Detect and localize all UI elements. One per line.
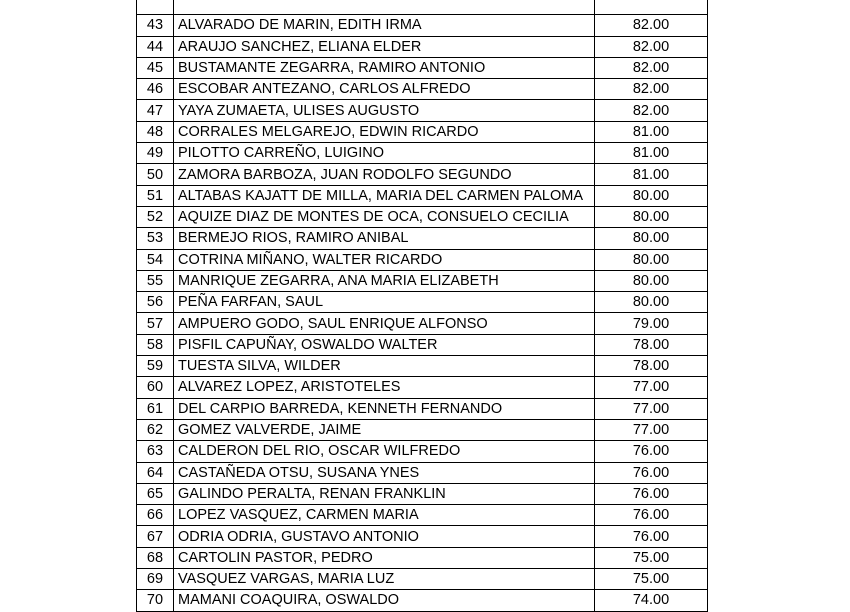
table-row [137, 79, 708, 100]
row-score: 82.00 [595, 15, 708, 36]
row-number [137, 0, 174, 15]
row-score: 76.00 [595, 483, 708, 504]
row-number: 70 [137, 590, 174, 611]
table-row [137, 57, 708, 78]
row-name: LOPEZ VASQUEZ, CARMEN MARIA [174, 505, 595, 526]
row-score: 82.00 [595, 36, 708, 57]
row-name: VASQUEZ VARGAS, MARIA LUZ [174, 569, 595, 590]
row-score: 81.00 [595, 121, 708, 142]
table-row [137, 143, 708, 164]
row-name: PISFIL CAPUÑAY, OSWALDO WALTER [174, 334, 595, 355]
row-score: 77.00 [595, 419, 708, 440]
row-name: MANRIQUE ZEGARRA, ANA MARIA ELIZABETH [174, 270, 595, 291]
table-row [137, 547, 708, 568]
row-score: 80.00 [595, 228, 708, 249]
row-name: BUSTAMANTE ZEGARRA, RAMIRO ANTONIO [174, 57, 595, 78]
row-number: 47 [137, 100, 174, 121]
row-number: 69 [137, 569, 174, 590]
row-score: 76.00 [595, 526, 708, 547]
results-table-body [137, 0, 708, 611]
results-table [136, 0, 708, 612]
table-row [137, 356, 708, 377]
row-score: 77.00 [595, 377, 708, 398]
row-number: 68 [137, 547, 174, 568]
table-row [137, 398, 708, 419]
row-name: ESCOBAR ANTEZANO, CARLOS ALFREDO [174, 79, 595, 100]
row-number: 56 [137, 292, 174, 313]
row-score: 79.00 [595, 313, 708, 334]
table-row [137, 569, 708, 590]
row-score: 75.00 [595, 569, 708, 590]
row-name: CASTAÑEDA OTSU, SUSANA YNES [174, 462, 595, 483]
row-number: 67 [137, 526, 174, 547]
row-score: 81.00 [595, 143, 708, 164]
row-number: 48 [137, 121, 174, 142]
table-row [137, 334, 708, 355]
row-name: TUESTA SILVA, WILDER [174, 356, 595, 377]
row-number: 60 [137, 377, 174, 398]
row-score [595, 0, 708, 15]
row-score: 81.00 [595, 164, 708, 185]
table-row [137, 164, 708, 185]
row-name: ALTABAS KAJATT DE MILLA, MARIA DEL CARMEN PALOMA [174, 185, 595, 206]
row-name: GOMEZ VALVERDE, JAIME [174, 419, 595, 440]
table-row [137, 377, 708, 398]
row-number: 49 [137, 143, 174, 164]
row-number: 52 [137, 206, 174, 227]
row-number: 55 [137, 270, 174, 291]
row-name: CALDERON DEL RIO, OSCAR WILFREDO [174, 441, 595, 462]
table-row [137, 483, 708, 504]
row-number: 45 [137, 57, 174, 78]
row-name: AQUIZE DIAZ DE MONTES DE OCA, CONSUELO CECILIA [174, 206, 595, 227]
table-row [137, 270, 708, 291]
row-score: 82.00 [595, 79, 708, 100]
row-name: ARAUJO SANCHEZ, ELIANA ELDER [174, 36, 595, 57]
row-number: 43 [137, 15, 174, 36]
row-score: 80.00 [595, 249, 708, 270]
row-score: 78.00 [595, 356, 708, 377]
row-name: CORRALES MELGAREJO, EDWIN RICARDO [174, 121, 595, 142]
table-row [137, 441, 708, 462]
row-name: GALINDO PERALTA, RENAN FRANKLIN [174, 483, 595, 504]
row-score: 78.00 [595, 334, 708, 355]
table-row [137, 100, 708, 121]
table-row [137, 313, 708, 334]
row-name: PEÑA FARFAN, SAUL [174, 292, 595, 313]
row-number: 46 [137, 79, 174, 100]
row-score: 77.00 [595, 398, 708, 419]
row-number: 65 [137, 483, 174, 504]
row-name: ODRIA ODRIA, GUSTAVO ANTONIO [174, 526, 595, 547]
row-name [174, 0, 595, 15]
row-score: 82.00 [595, 57, 708, 78]
row-number: 51 [137, 185, 174, 206]
row-name: YAYA ZUMAETA, ULISES AUGUSTO [174, 100, 595, 121]
row-name: AMPUERO GODO, SAUL ENRIQUE ALFONSO [174, 313, 595, 334]
row-name: CARTOLIN PASTOR, PEDRO [174, 547, 595, 568]
row-number: 59 [137, 356, 174, 377]
table-row [137, 590, 708, 611]
row-number: 66 [137, 505, 174, 526]
table-row [137, 228, 708, 249]
row-name: ALVARADO DE MARIN, EDITH IRMA [174, 15, 595, 36]
row-number: 64 [137, 462, 174, 483]
results-sheet [136, 0, 707, 612]
row-score: 76.00 [595, 505, 708, 526]
row-number: 57 [137, 313, 174, 334]
table-row [137, 121, 708, 142]
row-number: 54 [137, 249, 174, 270]
row-score: 76.00 [595, 441, 708, 462]
table-row [137, 185, 708, 206]
table-row [137, 206, 708, 227]
row-number: 58 [137, 334, 174, 355]
row-score: 82.00 [595, 100, 708, 121]
table-row [137, 0, 708, 15]
row-number: 53 [137, 228, 174, 249]
row-number: 62 [137, 419, 174, 440]
row-number: 63 [137, 441, 174, 462]
row-score: 74.00 [595, 590, 708, 611]
table-row [137, 462, 708, 483]
table-row [137, 36, 708, 57]
row-name: BERMEJO RIOS, RAMIRO ANIBAL [174, 228, 595, 249]
row-name: ALVAREZ LOPEZ, ARISTOTELES [174, 377, 595, 398]
row-score: 80.00 [595, 206, 708, 227]
table-row [137, 15, 708, 36]
row-number: 61 [137, 398, 174, 419]
row-name: COTRINA MIÑANO, WALTER RICARDO [174, 249, 595, 270]
table-row [137, 505, 708, 526]
row-score: 80.00 [595, 270, 708, 291]
row-name: DEL CARPIO BARREDA, KENNETH FERNANDO [174, 398, 595, 419]
row-score: 75.00 [595, 547, 708, 568]
table-row [137, 419, 708, 440]
table-row [137, 526, 708, 547]
row-name: MAMANI COAQUIRA, OSWALDO [174, 590, 595, 611]
row-number: 50 [137, 164, 174, 185]
row-score: 80.00 [595, 185, 708, 206]
table-row [137, 249, 708, 270]
row-score: 76.00 [595, 462, 708, 483]
row-name: ZAMORA BARBOZA, JUAN RODOLFO SEGUNDO [174, 164, 595, 185]
table-row [137, 292, 708, 313]
row-score: 80.00 [595, 292, 708, 313]
row-number: 44 [137, 36, 174, 57]
row-name: PILOTTO CARREÑO, LUIGINO [174, 143, 595, 164]
